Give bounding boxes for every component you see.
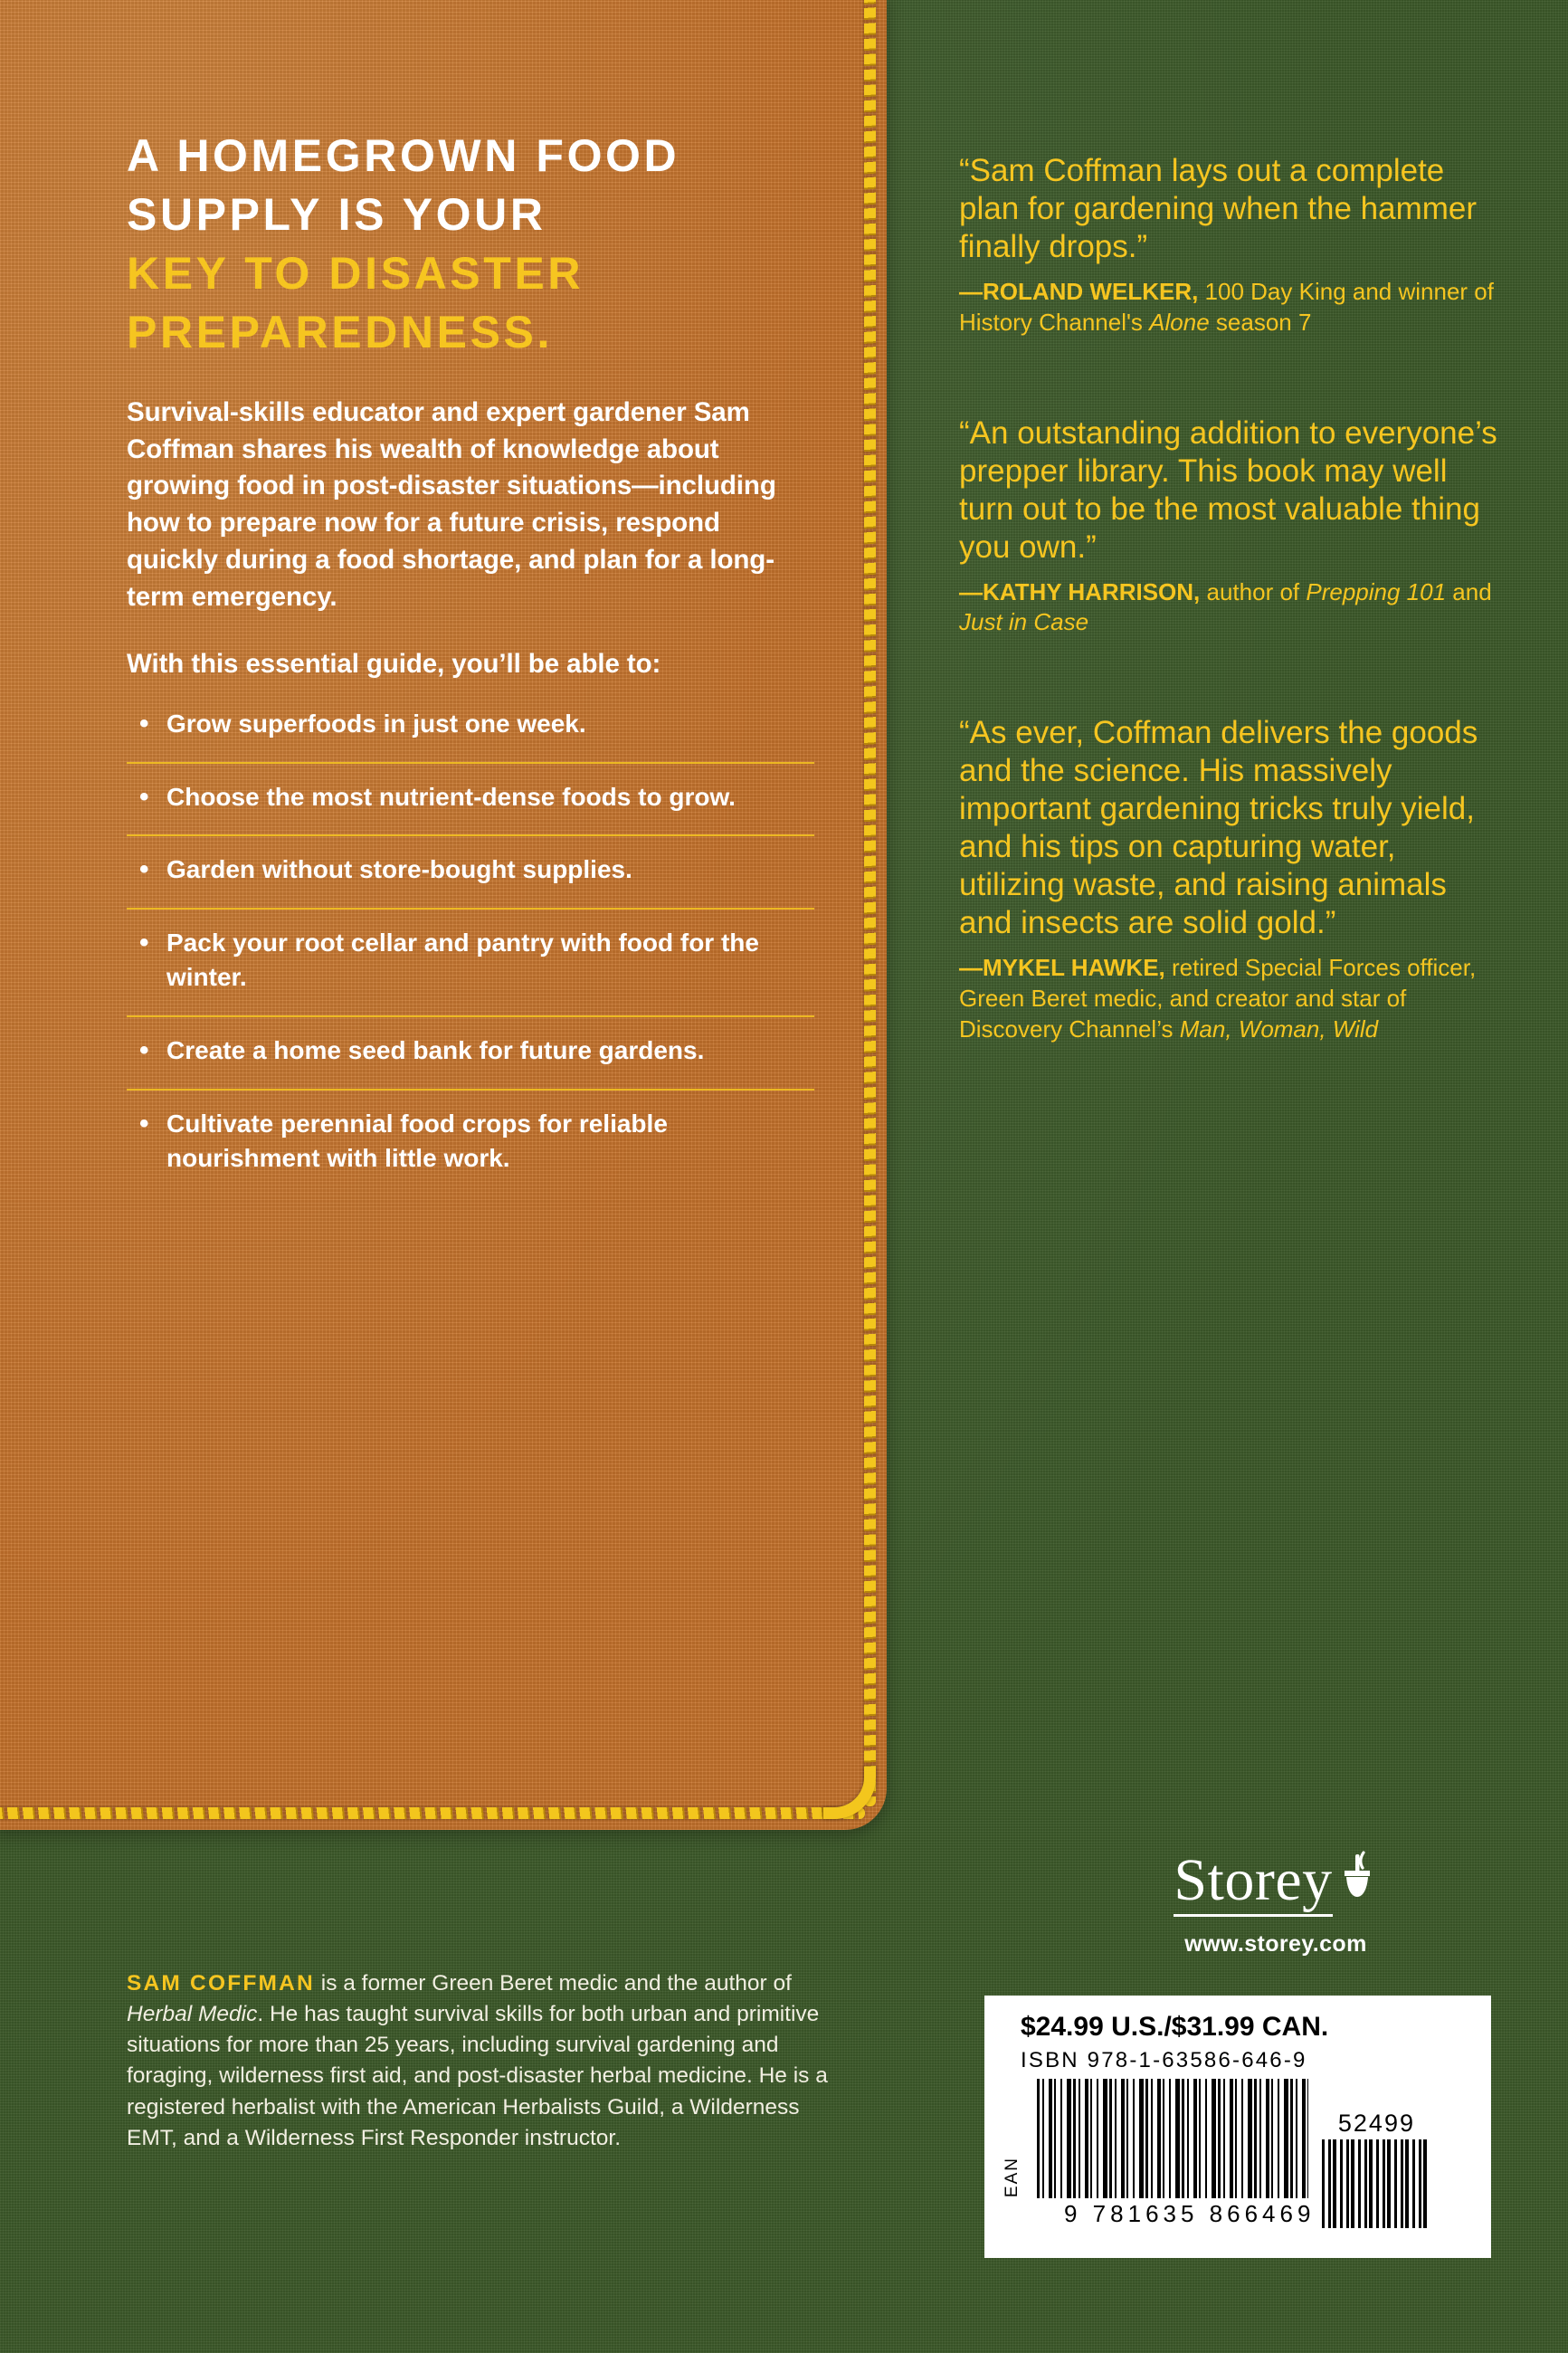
blurb-attribution [959, 577, 1502, 639]
left-content-column [127, 127, 814, 1193]
blurb-quote: “An outstanding addition to everyone’s prepper library. This book may well turn out to be the most valuable thing you own.” [959, 414, 1497, 565]
bio-text-1: is a former Green Beret medic and the author of [314, 1970, 792, 1996]
blurb-attrib-name: —KATHY HARRISON, [959, 577, 1201, 605]
barcode-digits: 9 781635 866469 [1064, 2200, 1316, 2227]
isbn-barcode-block [984, 1996, 1491, 2258]
blurb-attrib-italic: Prepping 101 [1306, 577, 1447, 605]
barcode-main [1037, 2079, 1308, 2198]
mortar-and-pestle-icon [1336, 1851, 1378, 1911]
blurb-hawke [959, 714, 1502, 1044]
blurb-attrib-name: —MYKEL HAWKE, [959, 954, 1165, 982]
blurb-attribution [959, 277, 1502, 338]
barcode-addon-wrap [1322, 2110, 1430, 2228]
publisher-name: Storey [1174, 1851, 1332, 1917]
headline-line-2: SUPPLY IS YOUR [127, 189, 546, 240]
barcode-addon [1322, 2139, 1430, 2228]
bio-text-2: . He has taught survival skills for both urban and primitive situations for more than 25 years, including survival gardening and foraging, wilderness first aid, and post-disaster herbal medicine. He is a registered herbalist with the American Herbalists Guild, a Wilderness EMT, and a Wilderness First Responder instructor. [127, 2001, 828, 2150]
benefits-list [127, 707, 814, 1176]
publisher-logo[interactable] [1086, 1847, 1466, 1917]
bio-book-title: Herbal Medic [127, 2001, 258, 2026]
description-paragraph: Survival-skills educator and expert gardener Sam Coffman shares his wealth of knowledge about growing food in post-disaster situations—including how to prepare now for a future crisis, respond quickly during a food shortage, and plan for a long-term emergency. [127, 397, 776, 612]
isbn-number: ISBN 978-1-63586-646-9 [1021, 2048, 1307, 2072]
blurbs-column [959, 152, 1502, 1045]
blurb-attribution [959, 953, 1502, 1044]
blurb-harrison [959, 414, 1502, 639]
benefits-intro: With this essential guide, you’ll be able to: [127, 649, 661, 680]
list-item: • Pack your root cellar and pantry with food for the winter. [127, 926, 814, 1017]
author-bio [127, 1968, 841, 2155]
blurb-quote: “Sam Coffman lays out a complete plan for gardening when the hammer finally drops.” [959, 153, 1478, 264]
blurb-attrib-text: 100 Day King and winner of History Channel's [959, 278, 1494, 336]
blurb-attrib-italic: Alone [1149, 308, 1210, 336]
headline-line-3: KEY TO DISASTER [127, 248, 584, 299]
list-item: • Garden without store-bought supplies. [127, 853, 814, 910]
barcode-addon-digits: 52499 [1337, 2110, 1415, 2137]
price-label: $24.99 U.S./$31.99 CAN. [1021, 2012, 1329, 2042]
blurb-attrib-italic: Man, Woman, Wild [1179, 1015, 1379, 1043]
ean-label: EAN [1003, 2156, 1022, 2197]
blurb-attrib-text: retired Special Forces officer, Green Beret medic, and creator and star of Discovery Channel’s [959, 954, 1477, 1043]
list-item: • Grow superfoods in just one week. [127, 707, 814, 764]
publisher-url[interactable]: www.storey.com [1184, 1931, 1367, 1957]
list-item: • Create a home seed bank for future gardens. [127, 1034, 814, 1091]
blurb-attrib-text: author of [1200, 577, 1307, 605]
author-name: SAM COFFMAN [127, 1970, 315, 1996]
blurb-attrib-italic-2: Just in Case [959, 608, 1089, 636]
blurb-attrib-text-2: season 7 [1209, 308, 1312, 336]
blurb-attrib-mid: and [1446, 577, 1492, 605]
list-item: • Choose the most nutrient-dense foods to grow. [127, 780, 814, 837]
headline-line-4: PREPAREDNESS. [127, 307, 553, 357]
barcode-row [1003, 2079, 1473, 2228]
blurb-quote: “As ever, Coffman delivers the goods and the science. His massively important gardening tricks truly yield, and his tips on capturing water, utilizing waste, and raising animals and insects are solid gold.” [959, 715, 1478, 941]
barcode-main-wrap [1030, 2079, 1315, 2228]
blurb-welker [959, 152, 1502, 338]
publisher-block [1086, 1847, 1466, 1958]
blurb-attrib-name: —ROLAND WELKER, [959, 278, 1199, 305]
page-title [127, 127, 814, 362]
headline-line-1: A HOMEGROWN FOOD [127, 130, 680, 181]
list-item: • Cultivate perennial food crops for reliable nourishment with little work. [127, 1107, 814, 1176]
